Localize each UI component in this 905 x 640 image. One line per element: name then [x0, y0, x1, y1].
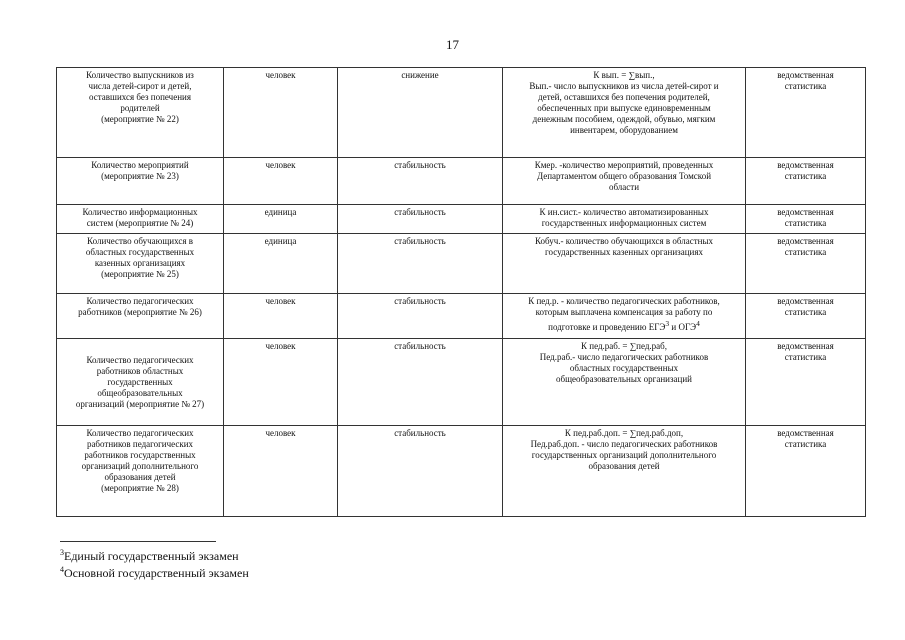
- source: ведомственная статистика: [777, 236, 834, 257]
- indicator-name-cell: [57, 294, 224, 339]
- footnote-ref-4: 4: [696, 319, 700, 328]
- formula-cell: [503, 339, 746, 426]
- indicator-name-cell: [57, 234, 224, 294]
- unit-cell: [224, 158, 338, 205]
- indicator-name-cell: [57, 158, 224, 205]
- indicator-name-cell: [57, 426, 224, 517]
- source: ведомственная статистика: [777, 341, 834, 362]
- footnote-ref-3: 3: [665, 319, 670, 328]
- formula: К вып. = ∑вып., Вып.- число выпускников из числа детей-сирот и детей, оставшихся без попечения родителей, обеспеченных при выпуске единовременным денежным пособием, одеждой, обувью, мягким инвентарем, оборудованием: [529, 70, 719, 135]
- footnote: [60, 548, 239, 564]
- source-cell: [746, 294, 866, 339]
- trend-cell: [338, 426, 503, 517]
- page-number: 17: [446, 37, 459, 52]
- trend-cell: [338, 158, 503, 205]
- indicator-name: Количество информационных систем (мероприятие № 24): [82, 207, 198, 228]
- unit-cell: [224, 294, 338, 339]
- source-cell: [746, 234, 866, 294]
- trend-cell: [338, 294, 503, 339]
- source-cell: [746, 205, 866, 234]
- trend: стабильность: [394, 207, 446, 217]
- indicator-name-cell: [57, 205, 224, 234]
- footnote-mark: 4: [60, 565, 64, 574]
- unit: человек: [265, 160, 296, 170]
- indicator-name: Количество обучающихся в областных государственных казенных организациях (мероприятие № 25): [85, 236, 195, 279]
- footnote: [60, 565, 249, 581]
- source: ведомственная статистика: [777, 428, 834, 449]
- table-row: [57, 294, 866, 339]
- source-cell: [746, 339, 866, 426]
- unit: человек: [265, 70, 296, 80]
- table-row: [57, 234, 866, 294]
- source: ведомственная статистика: [777, 296, 834, 317]
- table-row: [57, 158, 866, 205]
- trend: стабильность: [394, 296, 446, 306]
- indicator-name-cell: [57, 68, 224, 158]
- indicator-name: Количество выпускников из числа детей-сирот и детей, оставшихся без попечения родителей (мероприятие № 22): [86, 70, 194, 124]
- footnote-text: Единый государственный экзамен: [64, 549, 239, 563]
- formula: К пед.р. - количество педагогических работников, которым выплачена компенсация за работу по подготовке и проведению ЕГЭ: [528, 296, 720, 332]
- trend-cell: [338, 205, 503, 234]
- formula: К ин.сист.- количество автоматизированных государственных информационных систем: [539, 207, 709, 228]
- unit-cell: [224, 205, 338, 234]
- source-cell: [746, 68, 866, 158]
- trend-cell: [338, 234, 503, 294]
- unit-cell: [224, 68, 338, 158]
- source: ведомственная статистика: [777, 207, 834, 228]
- formula-cell: [503, 158, 746, 205]
- trend: стабильность: [394, 341, 446, 351]
- unit-cell: [224, 426, 338, 517]
- unit-cell: [224, 234, 338, 294]
- unit: человек: [265, 296, 296, 306]
- unit: единица: [264, 207, 297, 217]
- trend: стабильность: [394, 236, 446, 246]
- formula-cell: [503, 234, 746, 294]
- indicator-name: Количество педагогических работников (мероприятие № 26): [78, 296, 202, 317]
- formula-cell: [503, 68, 746, 158]
- trend: снижение: [401, 70, 439, 80]
- source-cell: [746, 426, 866, 517]
- footnote-mark: 3: [60, 548, 64, 557]
- unit: человек: [265, 428, 296, 438]
- formula-cell: [503, 205, 746, 234]
- unit: единица: [264, 236, 297, 246]
- formula-cell: [503, 426, 746, 517]
- source-cell: [746, 158, 866, 205]
- indicator-name-cell: [57, 339, 224, 426]
- indicators-table: [56, 67, 866, 517]
- formula: К пед.раб.доп. = ∑пед.раб.доп, Пед.раб.доп. - число педагогических работников государственных организаций дополнительного образования детей: [530, 428, 718, 471]
- unit: человек: [265, 341, 296, 351]
- source: ведомственная статистика: [777, 70, 834, 91]
- formula-cell: [503, 294, 746, 339]
- indicator-name: Количество мероприятий (мероприятие № 23): [91, 160, 189, 181]
- trend: стабильность: [394, 428, 446, 438]
- footnote-separator: [60, 541, 216, 542]
- table-row: [57, 339, 866, 426]
- table-row: [57, 205, 866, 234]
- trend-cell: [338, 339, 503, 426]
- source: ведомственная статистика: [777, 160, 834, 181]
- table-row: [57, 426, 866, 517]
- formula: К пед.раб. = ∑пед.раб, Пед.раб.- число педагогических работников областных государственных общеобразовательных организаций: [539, 341, 709, 384]
- footnote-text: Основной государственный экзамен: [64, 566, 249, 580]
- formula: Кмер. -количество мероприятий, проведенных Департаментом общего образования Томской области: [534, 160, 714, 192]
- table-row: [57, 68, 866, 158]
- indicator-name: Количество педагогических работников областных государственных общеобразовательных организаций (мероприятие № 27): [75, 354, 205, 409]
- trend-cell: [338, 68, 503, 158]
- trend: стабильность: [394, 160, 446, 170]
- formula: Кобуч.- количество обучающихся в областных государственных казенных организациях: [534, 236, 713, 257]
- unit-cell: [224, 339, 338, 426]
- indicator-name: Количество педагогических работников педагогических работников государственных организаций дополнительного образования детей (мероприятие № 28): [81, 428, 199, 493]
- formula-continuation: и ОГЭ: [669, 322, 697, 332]
